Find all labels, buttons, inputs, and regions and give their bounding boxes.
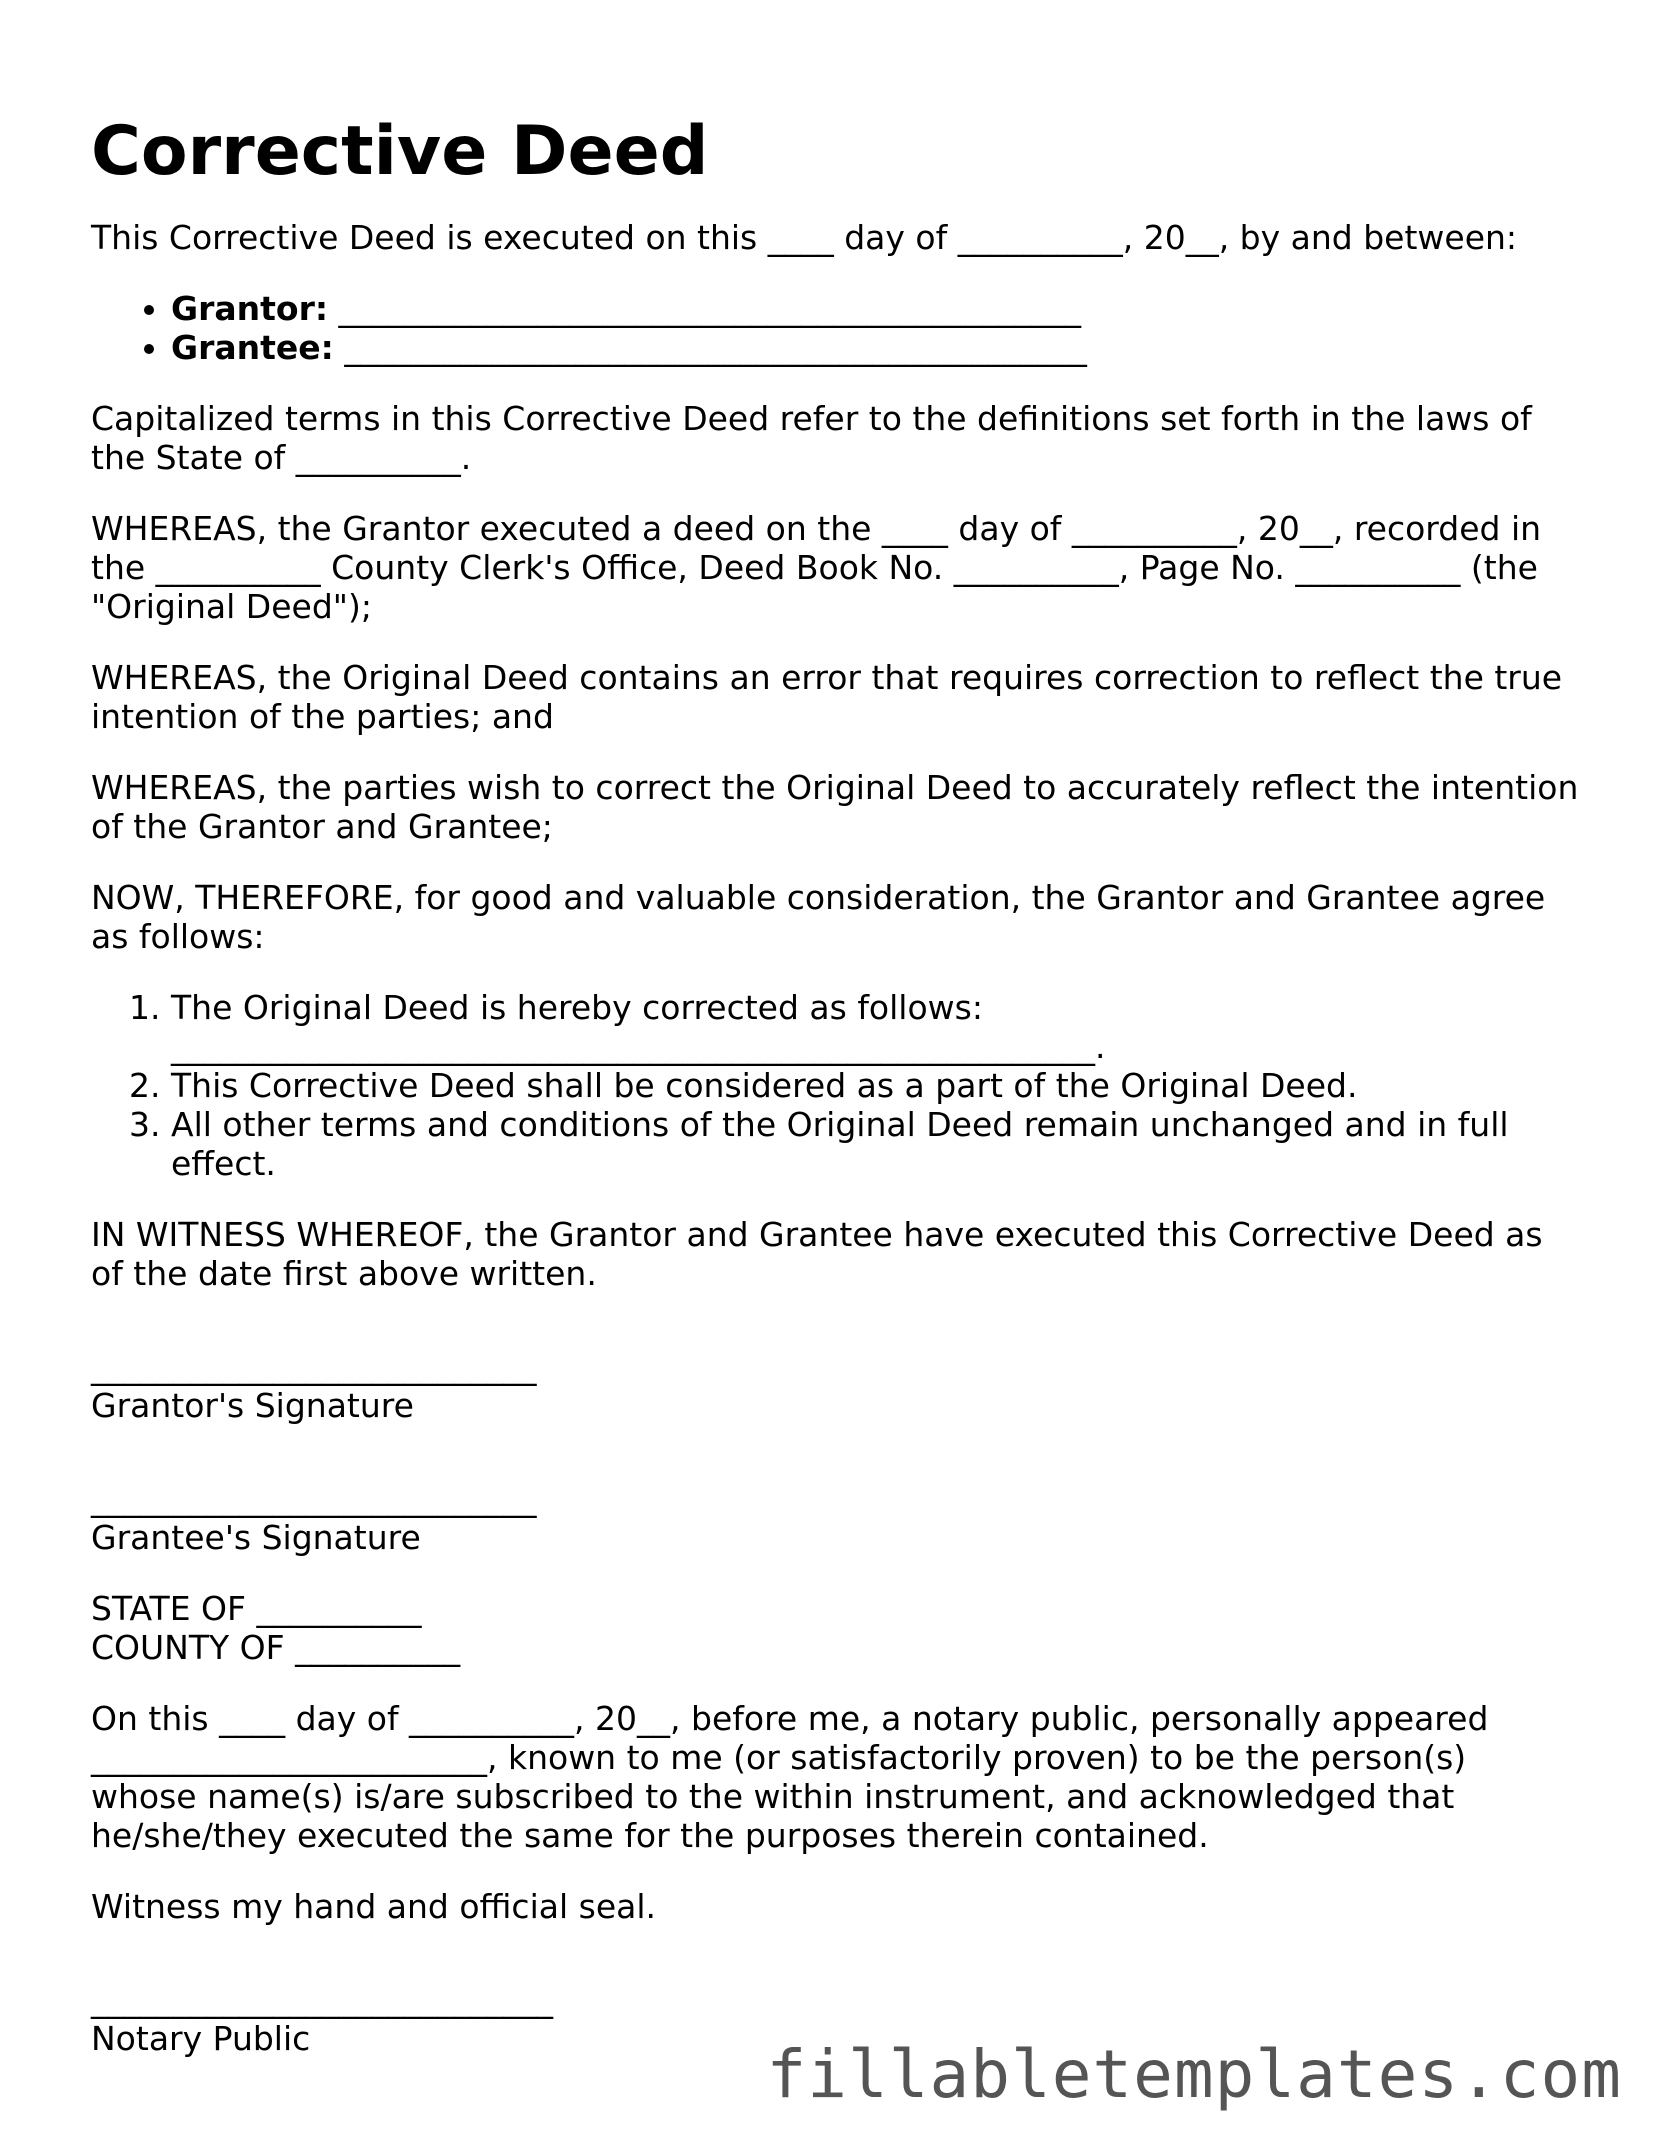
state-of-line: STATE OF __________ <box>91 1589 422 1628</box>
party-grantee <box>171 328 1581 367</box>
notary-signature-line: ____________________________ <box>91 1980 553 2019</box>
grantee-blank: _____________________________________________ <box>344 328 1087 367</box>
grantor-signature-label: Grantor's Signature <box>91 1386 414 1425</box>
notary-acknowledgment-paragraph: On this ____ day of __________, 20__, before me, a notary public, personally appeared ________________________, known to me (or satisfactorily proven) to be the person(s) whose name(s) is/are subscribed to the within instrument, and acknowledged that he/she/they executed the same for the purposes therein contained. <box>91 1699 1489 1855</box>
witness-paragraph: IN WITNESS WHEREOF, the Grantor and Grantee have executed this Corrective Deed as of the date first above written. <box>91 1215 1543 1293</box>
party-label: Grantor: <box>171 289 329 328</box>
party-label: Grantee: <box>171 328 334 367</box>
definitions-paragraph: Capitalized terms in this Corrective Deed refer to the definitions set forth in the laws of the State of __________. <box>91 399 1532 477</box>
seal-paragraph: Witness my hand and official seal. <box>91 1887 656 1926</box>
parties-list <box>91 289 1581 367</box>
document-title: Corrective Deed <box>91 112 709 191</box>
notary-signature-label: Notary Public <box>91 2019 311 2058</box>
venue-block <box>91 1589 1581 1667</box>
term-item: 3. All other terms and conditions of the Original Deed remain unchanged and in full effect. <box>171 1105 1581 1183</box>
grantee-signature-line: ___________________________ <box>91 1479 537 1518</box>
intro-paragraph: This Corrective Deed is executed on this ____ day of __________, 20__, by and between: <box>91 218 1518 257</box>
term-item: 2. This Corrective Deed shall be considered as a part of the Original Deed. <box>171 1066 1581 1105</box>
whereas-paragraph-1: WHEREAS, the Grantor executed a deed on the ____ day of __________, 20__, recorded in the __________ County Clerk's Office, Deed Book No. __________, Page No. __________ (the "Original Deed"); <box>91 509 1542 626</box>
grantor-blank: _____________________________________________ <box>338 289 1082 328</box>
grantee-signature-label: Grantee's Signature <box>91 1518 421 1557</box>
county-of-line: COUNTY OF __________ <box>91 1628 461 1667</box>
site-watermark: fillabletemplates.com <box>766 2036 1622 2113</box>
whereas-paragraph-2: WHEREAS, the Original Deed contains an error that requires correction to reflect the true intention of the parties; and <box>91 658 1563 736</box>
grantee-signature-block <box>91 1479 1581 1557</box>
grantor-signature-block <box>91 1347 1581 1425</box>
term-item: 1. The Original Deed is hereby corrected as follows: ________________________________________________________. <box>171 988 1581 1066</box>
whereas-paragraph-3: WHEREAS, the parties wish to correct the Original Deed to accurately reflect the intention of the Grantor and Grantee; <box>91 768 1579 846</box>
document-page <box>91 112 1581 2058</box>
party-grantor <box>171 289 1581 328</box>
now-therefore-paragraph: NOW, THEREFORE, for good and valuable consideration, the Grantor and Grantee agree as follows: <box>91 878 1546 956</box>
grantor-signature-line: ___________________________ <box>91 1347 537 1386</box>
terms-list <box>91 988 1581 1183</box>
